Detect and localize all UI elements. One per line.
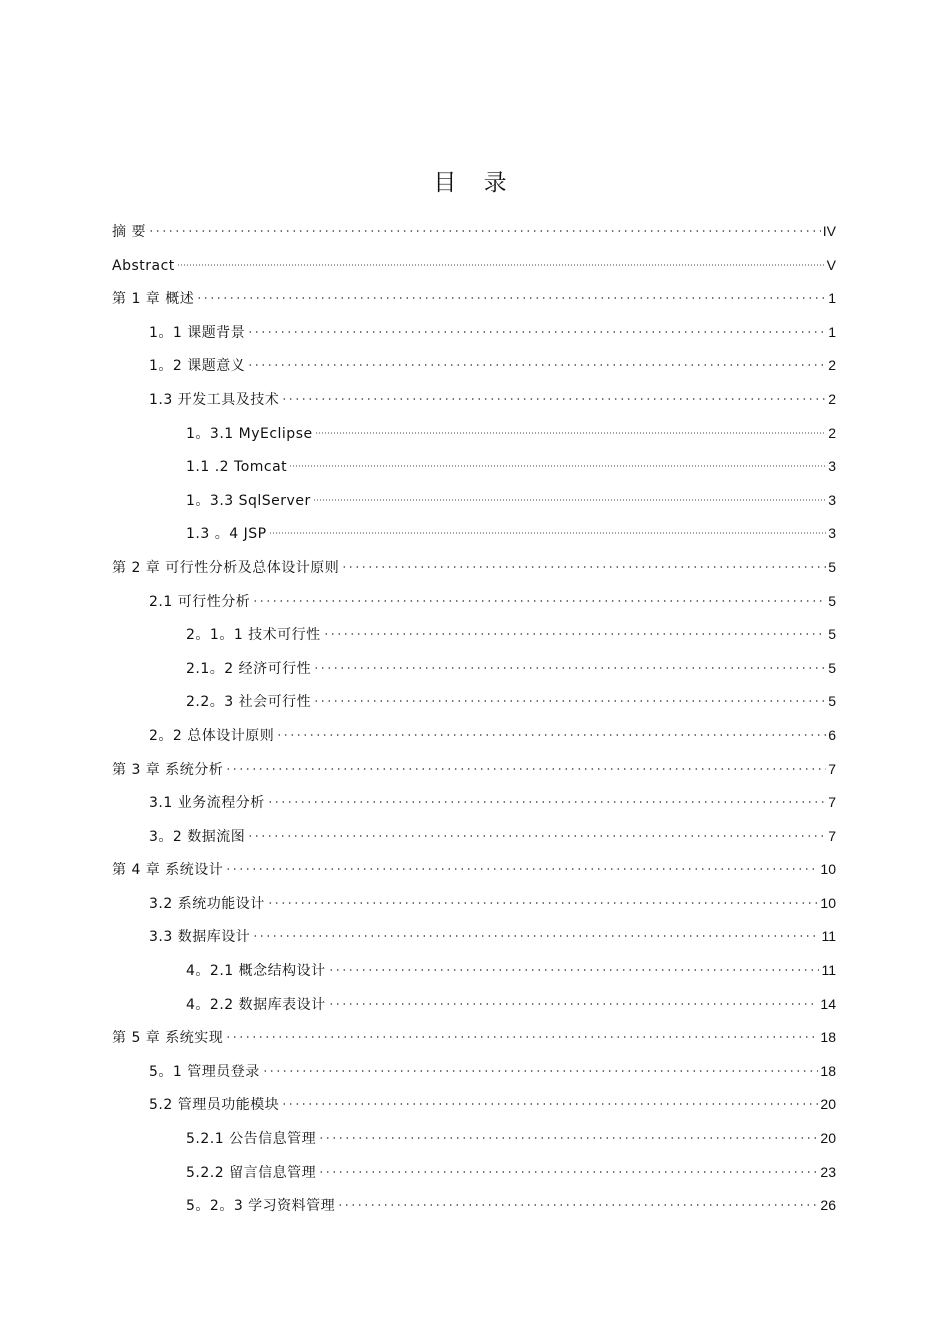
- toc-dot-leader: [196, 297, 826, 299]
- toc-dot-leader: [281, 1103, 818, 1105]
- toc-entry-page-number: 11: [821, 928, 836, 945]
- toc-entry-page-number: 2: [828, 357, 836, 374]
- toc-entry[interactable]: [112, 349, 836, 383]
- toc-title: 目 录: [433, 170, 517, 196]
- toc-entry-page-number: 20: [820, 1130, 836, 1147]
- toc-dot-leader: [337, 1204, 818, 1206]
- toc-entry-label: 2。2 总体设计原则: [149, 727, 275, 744]
- toc-dot-leader: [247, 835, 826, 837]
- toc-entry-label: 2.2。3 社会可行性: [186, 694, 312, 711]
- toc-entry-label: 第 4 章 系统设计: [112, 862, 224, 879]
- toc-entry-page-number: 5: [828, 626, 836, 643]
- toc-entry-page-number: 18: [820, 1029, 836, 1046]
- toc-entry-label: 5。2。3 学习资料管理: [186, 1198, 336, 1215]
- toc-entry-page-number: 26: [820, 1197, 836, 1214]
- toc-entry-page-number: 5: [828, 659, 836, 676]
- toc-entry-page-number: 20: [820, 1096, 836, 1113]
- toc-entry-label: 1.3 。4 JSP: [186, 526, 267, 543]
- toc-entry[interactable]: [112, 1189, 836, 1223]
- toc-entry-page-number: 6: [828, 726, 836, 743]
- toc-dot-leader: [328, 969, 820, 971]
- toc-entry[interactable]: [112, 383, 836, 417]
- toc-entry-label: Abstract: [112, 257, 175, 274]
- toc-dot-leader: [313, 700, 826, 702]
- toc-entry-label: 4。2.1 概念结构设计: [186, 963, 326, 980]
- toc-entry-label: 1.1 .2 Tomcat: [186, 459, 288, 476]
- toc-entry[interactable]: [112, 753, 836, 787]
- toc-entry-page-number: 2: [828, 424, 836, 441]
- toc-dot-leader: [262, 1070, 819, 1072]
- toc-entry[interactable]: [112, 316, 836, 350]
- toc-entry[interactable]: [112, 1021, 836, 1055]
- toc-entry-label: 2。1。1 技术可行性: [186, 627, 321, 644]
- toc-entry[interactable]: [112, 820, 836, 854]
- toc-entry-label: 1。1 课题背景: [149, 324, 246, 341]
- toc-entry-page-number: 14: [820, 995, 836, 1012]
- toc-entry-label: 第 2 章 可行性分析及总体设计原则: [112, 559, 340, 576]
- toc-list: [112, 215, 836, 1223]
- toc-entry-page-number: 3: [828, 525, 836, 542]
- toc-dot-leader: [225, 768, 826, 770]
- toc-dot-leader: [225, 868, 818, 870]
- toc-dot-leader: [177, 264, 825, 266]
- toc-entry-page-number: 3: [828, 458, 836, 475]
- toc-entry-label: 3.2 系统功能设计: [149, 895, 265, 912]
- toc-entry[interactable]: [112, 484, 836, 518]
- toc-entry-page-number: 2: [828, 390, 836, 407]
- toc-entry-page-number: 7: [828, 760, 836, 777]
- toc-entry-page-number: 23: [820, 1163, 836, 1180]
- toc-dot-leader: [341, 566, 826, 568]
- toc-dot-leader: [267, 801, 826, 803]
- toc-dot-leader: [276, 734, 826, 736]
- toc-entry-label: 1。3.3 SqlServer: [186, 492, 311, 509]
- toc-entry-page-number: 5: [828, 693, 836, 710]
- toc-dot-leader: [252, 600, 826, 602]
- toc-entry[interactable]: [112, 1156, 836, 1190]
- toc-entry[interactable]: [112, 887, 836, 921]
- toc-entry-page-number: 5: [828, 558, 836, 575]
- toc-entry-label: 1。2 课题意义: [149, 358, 246, 375]
- toc-entry-page-number: 11: [821, 962, 836, 979]
- toc-entry-label: 2.1。2 经济可行性: [186, 660, 312, 677]
- toc-entry[interactable]: [112, 417, 836, 451]
- toc-dot-leader: [247, 364, 826, 366]
- toc-entry-page-number: V: [826, 256, 836, 273]
- toc-entry[interactable]: [112, 652, 836, 686]
- toc-entry-page-number: 7: [828, 794, 836, 811]
- toc-entry[interactable]: [112, 1055, 836, 1089]
- toc-entry[interactable]: [112, 618, 836, 652]
- toc-entry[interactable]: [112, 215, 836, 249]
- toc-entry-label: 2.1 可行性分析: [149, 593, 251, 610]
- toc-entry-label: 第 3 章 系统分析: [112, 761, 224, 778]
- toc-entry-label: 5.2.2 留言信息管理: [186, 1164, 317, 1181]
- toc-entry-page-number: 7: [828, 827, 836, 844]
- toc-entry[interactable]: [112, 685, 836, 719]
- toc-entry-label: 4。2.2 数据库表设计: [186, 996, 326, 1013]
- toc-entry[interactable]: [112, 585, 836, 619]
- toc-dot-leader: [225, 1036, 818, 1038]
- toc-dot-leader: [269, 532, 827, 534]
- toc-entry-page-number: 10: [820, 894, 836, 911]
- toc-entry[interactable]: [112, 920, 836, 954]
- toc-entry-page-number: IV: [822, 223, 836, 239]
- toc-dot-leader: [315, 432, 827, 434]
- toc-dot-leader: [289, 465, 826, 467]
- toc-dot-leader: [318, 1137, 818, 1139]
- toc-dot-leader: [148, 230, 821, 232]
- toc-entry-label: 第 1 章 概述: [112, 291, 195, 308]
- toc-dot-leader: [281, 398, 826, 400]
- toc-entry-label: 3.3 数据库设计: [149, 929, 251, 946]
- toc-dot-leader: [323, 633, 827, 635]
- toc-entry-label: 1.3 开发工具及技术: [149, 391, 280, 408]
- toc-entry[interactable]: [112, 450, 836, 484]
- toc-entry-page-number: 3: [828, 491, 836, 508]
- toc-dot-leader: [313, 499, 827, 501]
- toc-entry-label: 5。1 管理员登录: [149, 1063, 260, 1080]
- toc-entry-label: 第 5 章 系统实现: [112, 1030, 224, 1047]
- toc-entry-label: 3.1 业务流程分析: [149, 795, 265, 812]
- toc-entry-label: 摘 要: [112, 224, 146, 240]
- toc-entry[interactable]: [112, 517, 836, 551]
- toc-entry-label: 1。3.1 MyEclipse: [186, 425, 313, 442]
- toc-entry[interactable]: [112, 988, 836, 1022]
- toc-dot-leader: [328, 1003, 819, 1005]
- toc-dot-leader: [267, 902, 819, 904]
- toc-entry-page-number: 10: [820, 861, 836, 878]
- toc-entry-page-number: 5: [828, 592, 836, 609]
- toc-entry-label: 5.2 管理员功能模块: [149, 1097, 280, 1114]
- toc-entry[interactable]: [112, 954, 836, 988]
- toc-dot-leader: [247, 331, 826, 333]
- toc-entry[interactable]: [112, 551, 836, 585]
- toc-entry-label: 3。2 数据流图: [149, 828, 246, 845]
- toc-dot-leader: [252, 935, 819, 937]
- toc-entry-page-number: 18: [820, 1062, 836, 1079]
- toc-entry[interactable]: [112, 853, 836, 887]
- toc-entry-page-number: 1: [828, 290, 836, 307]
- toc-entry[interactable]: [112, 1122, 836, 1156]
- toc-entry[interactable]: [112, 786, 836, 820]
- toc-dot-leader: [313, 667, 826, 669]
- toc-entry[interactable]: [112, 249, 836, 283]
- toc-entry-page-number: 1: [828, 323, 836, 340]
- toc-dot-leader: [318, 1171, 818, 1173]
- toc-entry-label: 5.2.1 公告信息管理: [186, 1131, 317, 1148]
- toc-entry[interactable]: [112, 719, 836, 753]
- toc-entry[interactable]: [112, 1088, 836, 1122]
- toc-entry[interactable]: [112, 282, 836, 316]
